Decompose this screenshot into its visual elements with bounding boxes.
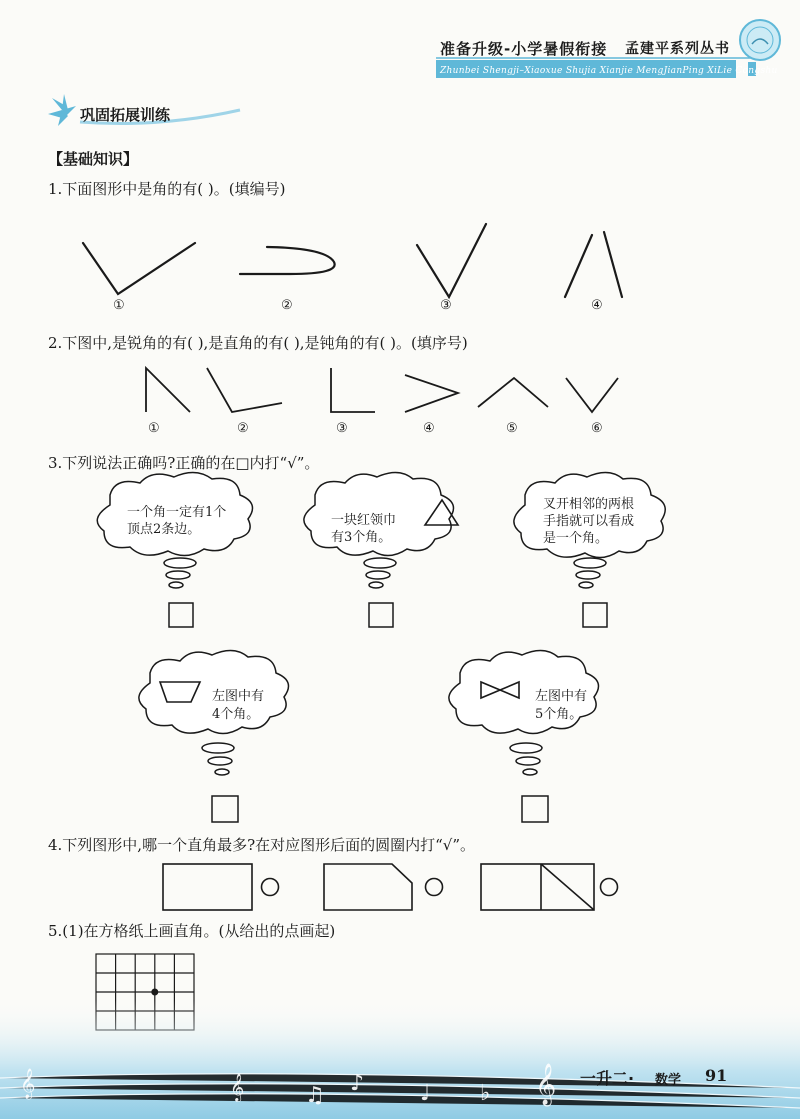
- music-note-icon: 𝄞: [230, 1073, 245, 1101]
- q1-line-4b: [604, 232, 622, 297]
- q4-figures: [0, 855, 800, 915]
- q1-angle-3: [417, 224, 486, 297]
- footer-book: 一升二·: [580, 1069, 635, 1088]
- q1-figures: [0, 220, 800, 300]
- q1-line-4a: [565, 235, 592, 297]
- q3-bubbles: [0, 470, 800, 830]
- q2-angle-4: [405, 375, 458, 412]
- q2-angle-2: [207, 368, 282, 412]
- bubble-1-line-1: 一个角一定有1个: [127, 505, 227, 520]
- q1-angle-1: [83, 243, 195, 294]
- music-note-icon: ♭: [480, 1081, 491, 1106]
- bubble-5-line-1: 左图中有: [535, 689, 588, 704]
- q4-pentagon: [324, 864, 412, 910]
- bubble-2-line-2: 有3个角。: [331, 530, 392, 545]
- bubble-3-line-1: 叉开相邻的两根: [543, 497, 635, 512]
- section-title: 巩固拓展训练: [80, 106, 171, 124]
- q3-checkbox-1: [169, 603, 193, 627]
- q4-answer-circle-2: [426, 879, 443, 896]
- footer-subject: 数学: [655, 1073, 682, 1088]
- music-note-icon: ♪: [350, 1071, 365, 1096]
- music-note-icon: 𝄞: [535, 1064, 557, 1105]
- q2-label-3: ③: [336, 421, 348, 436]
- question-2: 2.下图中,是锐角的有( ),是直角的有( ),是钝角的有( )。(填序号): [48, 334, 468, 352]
- header-title: 准备升级-小学暑假衔接: [440, 40, 608, 58]
- q1-label-3: ③: [440, 298, 452, 313]
- bubble-3-line-3: 是一个角。: [543, 531, 609, 546]
- q2-angle-5: [478, 378, 548, 407]
- question-3: 3.下列说法正确吗?正确的在□内打“√”。: [48, 454, 320, 472]
- header-pinyin: Zhunbei Shengji–Xiaoxue Shujia Xianjie MengJianPing XiLie Congshu: [440, 66, 778, 76]
- q5-start-point: [151, 989, 158, 996]
- music-note-icon: ♫: [305, 1083, 325, 1108]
- basics-heading: 【基础知识】: [48, 150, 139, 168]
- q2-angle-1: [146, 368, 190, 412]
- q3-checkbox-5: [522, 796, 548, 822]
- bubble-2-line-1: 一块红领巾: [331, 513, 397, 528]
- q2-angle-6: [566, 378, 618, 412]
- q4-answer-circle-3: [601, 879, 618, 896]
- q4-split-rectangle: [481, 864, 594, 910]
- logo-badge: [740, 20, 780, 60]
- q1-label-4: ④: [591, 298, 603, 313]
- q2-angle-3: [331, 368, 375, 412]
- header-series: 孟建平系列丛书: [625, 41, 730, 57]
- q3-checkbox-2: [369, 603, 393, 627]
- bubble-4-line-2: 4个角。: [212, 707, 260, 722]
- q4-rectangle: [163, 864, 252, 910]
- q2-label-4: ④: [423, 421, 435, 436]
- q1-curve-2: [240, 247, 335, 274]
- q2-label-1: ①: [148, 421, 160, 436]
- q2-label-6: ⑥: [591, 421, 603, 436]
- q3-checkbox-4: [212, 796, 238, 822]
- q2-label-2: ②: [237, 421, 249, 436]
- footer-band: [0, 1000, 800, 1119]
- q3-checkbox-3: [583, 603, 607, 627]
- question-1: 1.下面图形中是角的有( )。(填编号): [48, 180, 286, 198]
- page-number: 91: [705, 1066, 728, 1085]
- bubble-5-line-2: 5个角。: [535, 707, 583, 722]
- music-note-icon: ♩: [420, 1081, 431, 1106]
- q1-label-1: ①: [113, 298, 125, 313]
- bubble-3-line-2: 手指就可以看成: [543, 514, 635, 529]
- music-note-icon: 𝄞: [20, 1069, 36, 1099]
- q2-label-5: ⑤: [506, 421, 518, 436]
- q4-answer-circle-1: [262, 879, 279, 896]
- bubble-4-line-1: 左图中有: [212, 689, 265, 704]
- bubble-1-line-2: 顶点2条边。: [127, 522, 201, 537]
- question-4: 4.下列图形中,哪一个直角最多?在对应图形后面的圆圈内打“√”。: [48, 836, 476, 854]
- question-5: 5.(1)在方格纸上画直角。(从给出的点画起): [48, 922, 336, 940]
- q2-figures: [0, 360, 800, 420]
- q1-label-2: ②: [281, 298, 293, 313]
